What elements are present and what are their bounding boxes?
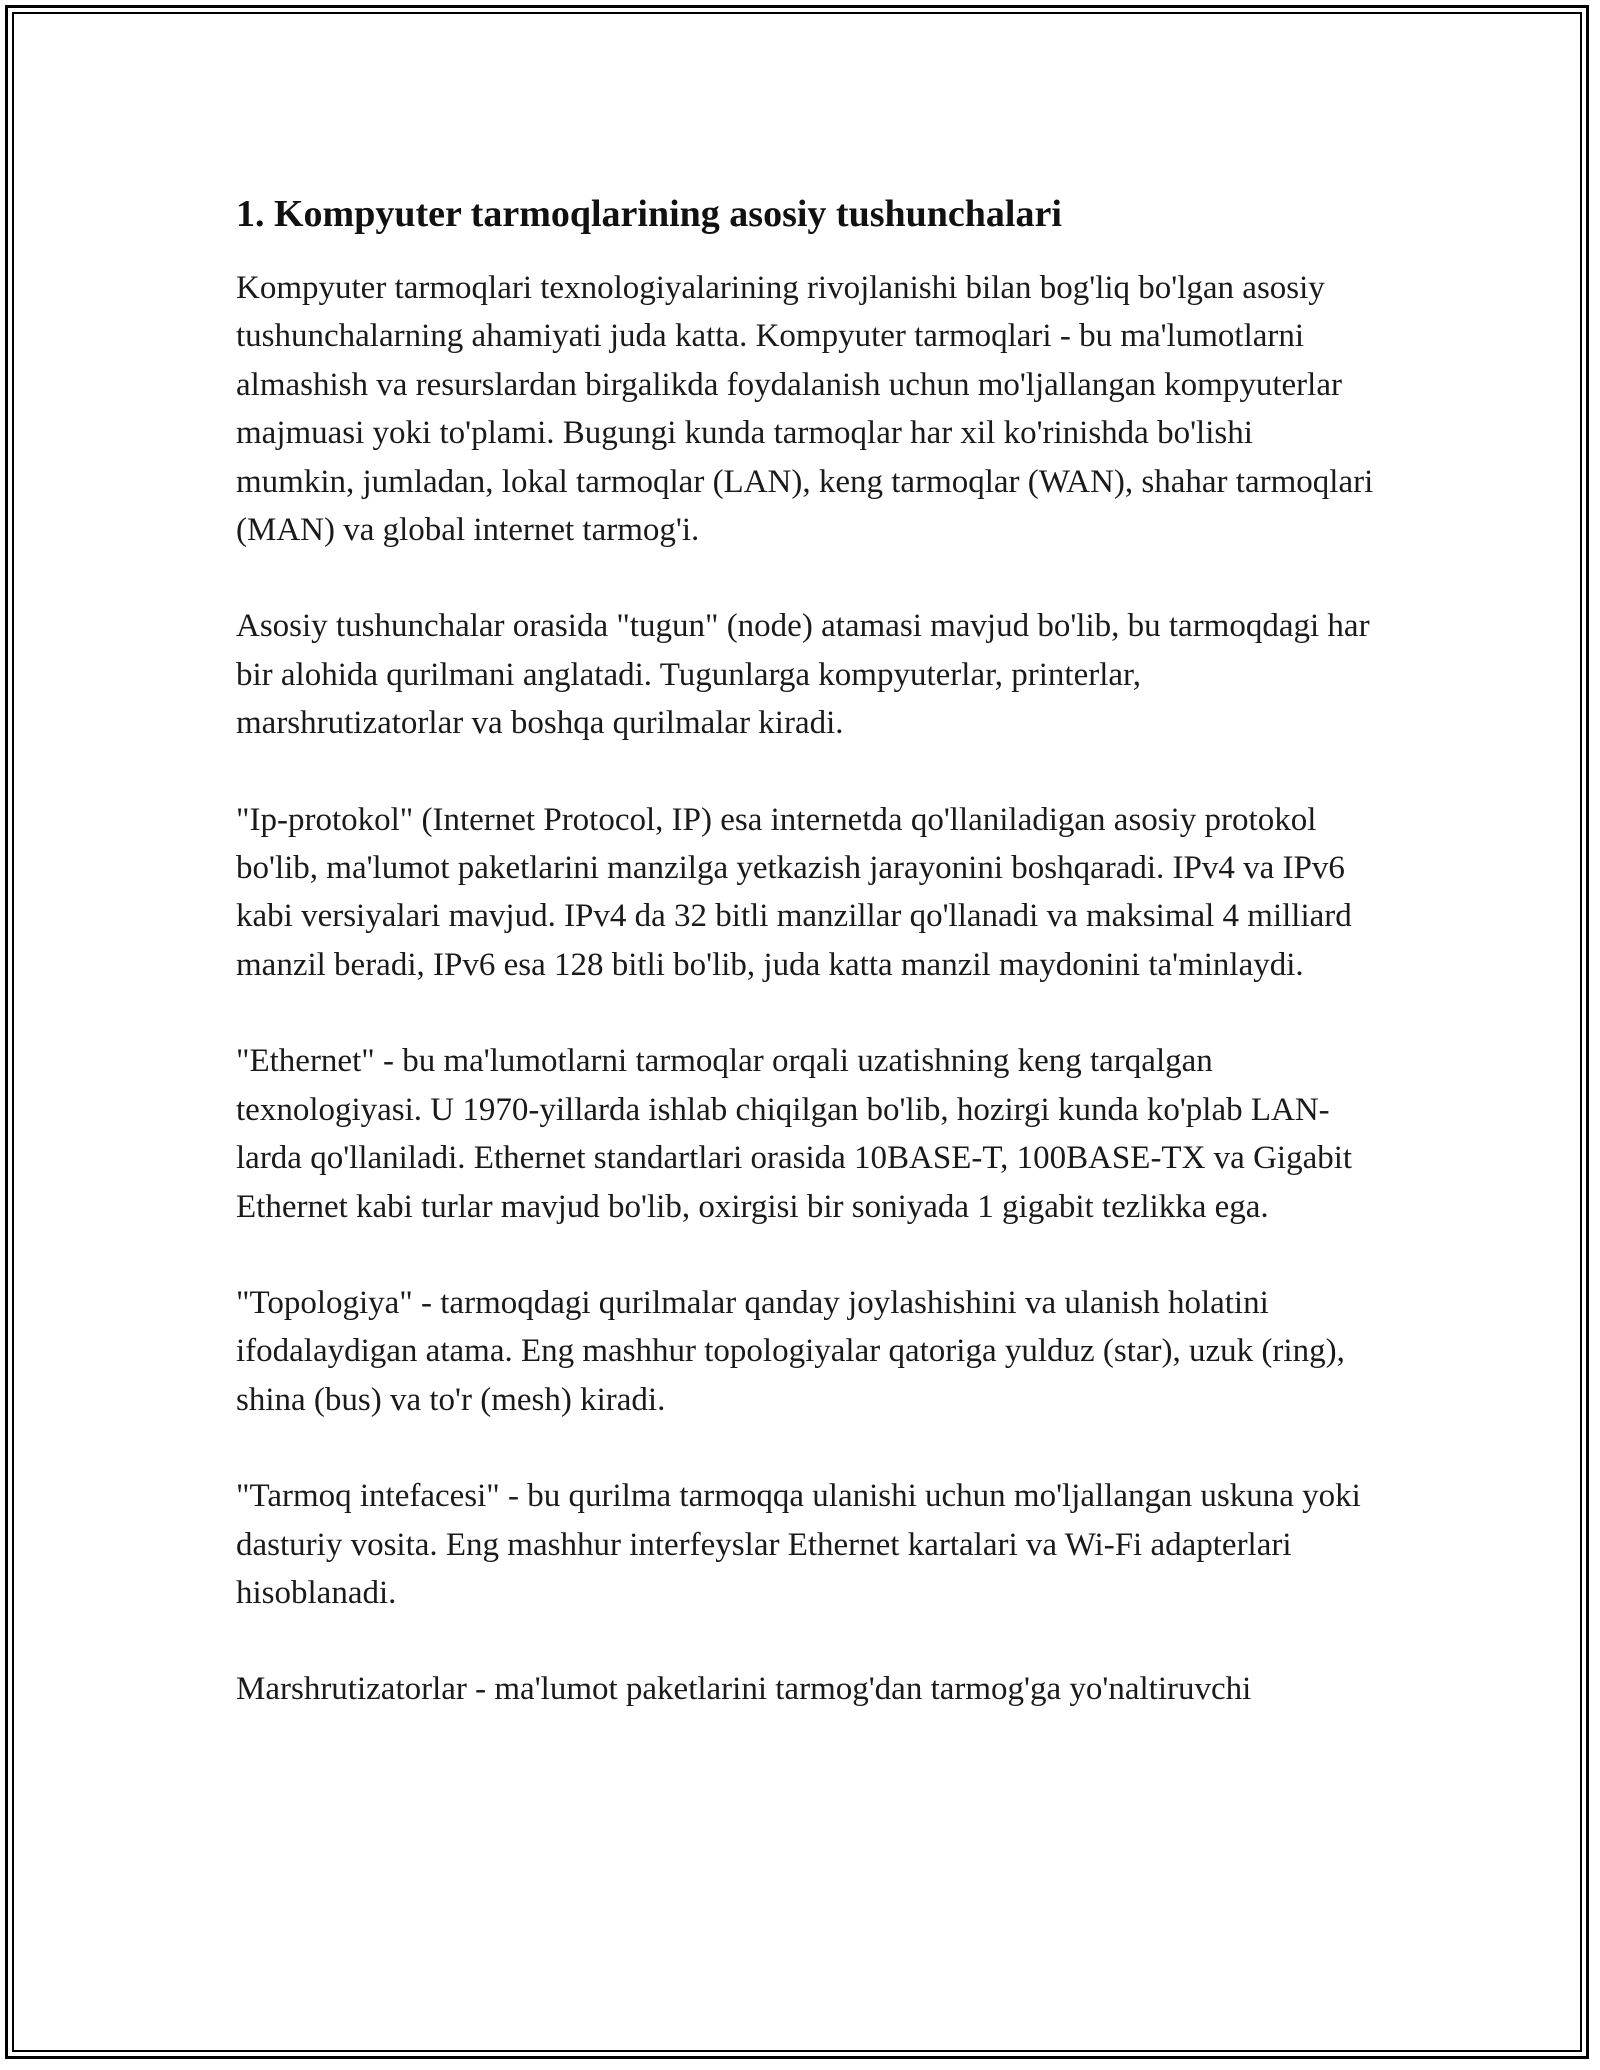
paragraph-ip-protocol: "Ip-protokol" (Internet Protocol, IP) esa internetda qo'llaniladigan asosiy protokol bo'lib, ma'lumot paketlarini manzilga yetkazish jarayonini boshqaradi. IPv4 va IPv6 kabi versiyalari mavjud. IPv4 da 32 bitli manzillar qo'llanadi va maksimal 4 milliard manzil beradi, IPv6 esa 128 bitli bo'lib, juda katta manzil maydonini ta'minlaydi. [236, 801, 1352, 983]
section-title: 1. Kompyuter tarmoqlarining asosiy tushunchalari [236, 193, 1062, 235]
paragraph-routers: Marshrutizatorlar - ma'lumot paketlarini tarmog'dan tarmog'ga yo'naltiruvchi [236, 1671, 1252, 1708]
paragraph-node: Asosiy tushunchalar orasida "tugun" (node) atamasi mavjud bo'lib, bu tarmoqdagi har bir alohida qurilmani anglatadi. Tugunlarga kompyuterlar, printerlar, marshrutizatorlar va boshqa qurilmalar kiradi. [236, 608, 1370, 742]
paragraph-topology: "Topologiya" - tarmoqdagi qurilmalar qanday joylashishini va ulanish holatini ifodalaydigan atama. Eng mashhur topologiyalar qatoriga yulduz (star), uzuk (ring), shina (bus) va to'r (mesh) kiradi. [236, 1284, 1345, 1418]
document-body [236, 188, 1376, 1762]
paragraph-network-interface: "Tarmoq intefacesi" - bu qurilma tarmoqqa ulanishi uchun mo'ljallangan uskuna yoki dasturiy vosita. Eng mashhur interfeyslar Ethernet kartalari va Wi-Fi adapterlari hisoblanadi. [236, 1478, 1361, 1611]
paragraph-networks-intro: Kompyuter tarmoqlari texnologiyalarining rivojlanishi bilan bog'liq bo'lgan asosiy tushunchalarning ahamiyati juda katta. Kompyuter tarmoqlari - bu ma'lumotlarni almashish va resurslardan birgalikda foydalanish uchun mo'ljallangan kompyuterlar majmuasi yoki to'plami. Bugungi kunda tarmoqlar har xil ko'rinishda bo'lishi mumkin, jumladan, lokal tarmoqlar (LAN), keng tarmoqlar (WAN), shahar tarmoqlari (MAN) va global internet tarmog'i. [236, 270, 1374, 549]
paragraph-ethernet: "Ethernet" - bu ma'lumotlarni tarmoqlar orqali uzatishning keng tarqalgan texnologiyasi. U 1970-yillarda ishlab chiqilgan bo'lib, hozirgi kunda ko'plab LAN-larda qo'llaniladi. Ethernet standartlari orasida 10BASE-T, 100BASE-TX va Gigabit Ethernet kabi turlar mavjud bo'lib, oxirgisi bir soniyada 1 gigabit tezlikka ega. [236, 1043, 1353, 1225]
